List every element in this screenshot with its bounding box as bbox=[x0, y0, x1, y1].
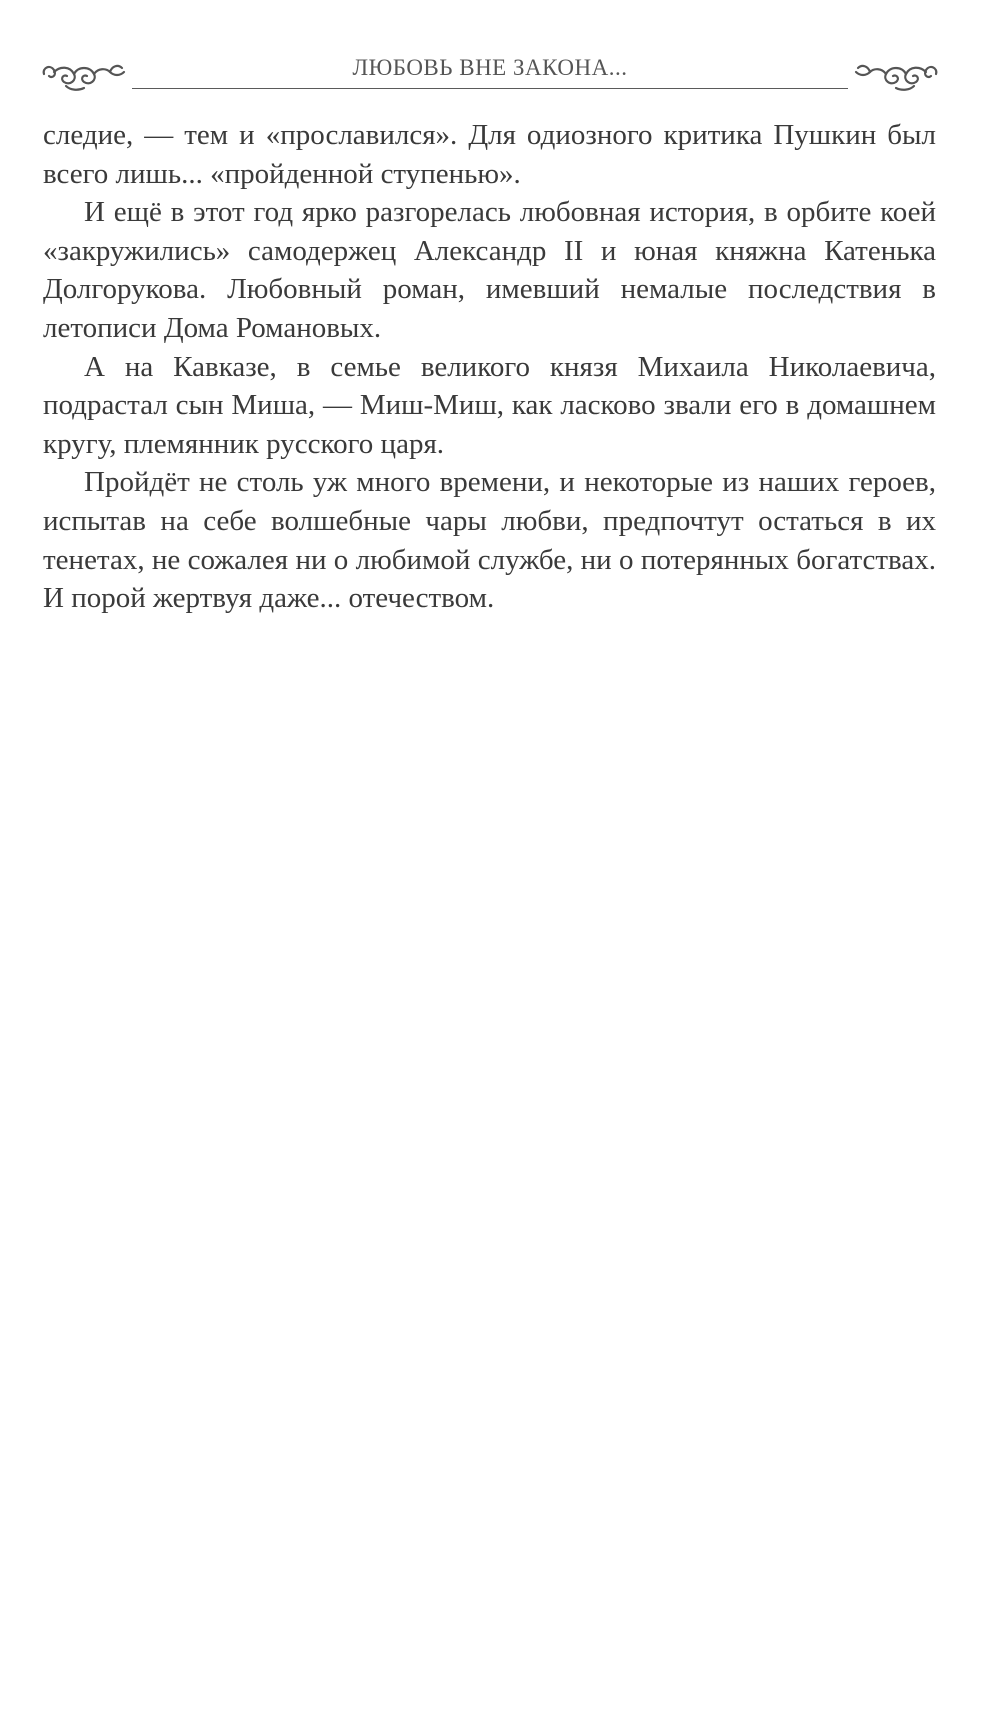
paragraph-4: Пройдёт не столь уж много времени, и некоторые из наших героев, испытав на себе волшебные чары любви, предпочтут остаться в их тенетах, не сожалея ни о любимой службе, ни о потерянных богатствах. И порой жертвуя даже... отечеством. bbox=[43, 466, 936, 615]
running-header bbox=[40, 52, 940, 102]
paragraph-3: А на Кавказе, в семье великого князя Михаила Николаевича, подрастал сын Миша, — Миш-Миш, как ласково звали его в домашнем кругу, племянник русского царя. bbox=[43, 350, 936, 460]
flourish-ornament-right-icon bbox=[840, 58, 940, 98]
header-rule bbox=[132, 88, 848, 89]
running-title: ЛЮБОВЬ ВНЕ ЗАКОНА... bbox=[352, 55, 628, 80]
body-text bbox=[43, 116, 936, 618]
paragraph-1: следие, — тем и «прославился». Для одиозного критика Пушкин был всего лишь... «пройденной ступенью». bbox=[43, 119, 936, 190]
paragraph-2: И ещё в этот год ярко разгорелась любовная история, в орбите коей «закружились» самодержец Александр II и юная княжна Катенька Долгорукова. Любовный роман, имевший немалые последствия в летописи Дома Романовых. bbox=[43, 196, 936, 344]
